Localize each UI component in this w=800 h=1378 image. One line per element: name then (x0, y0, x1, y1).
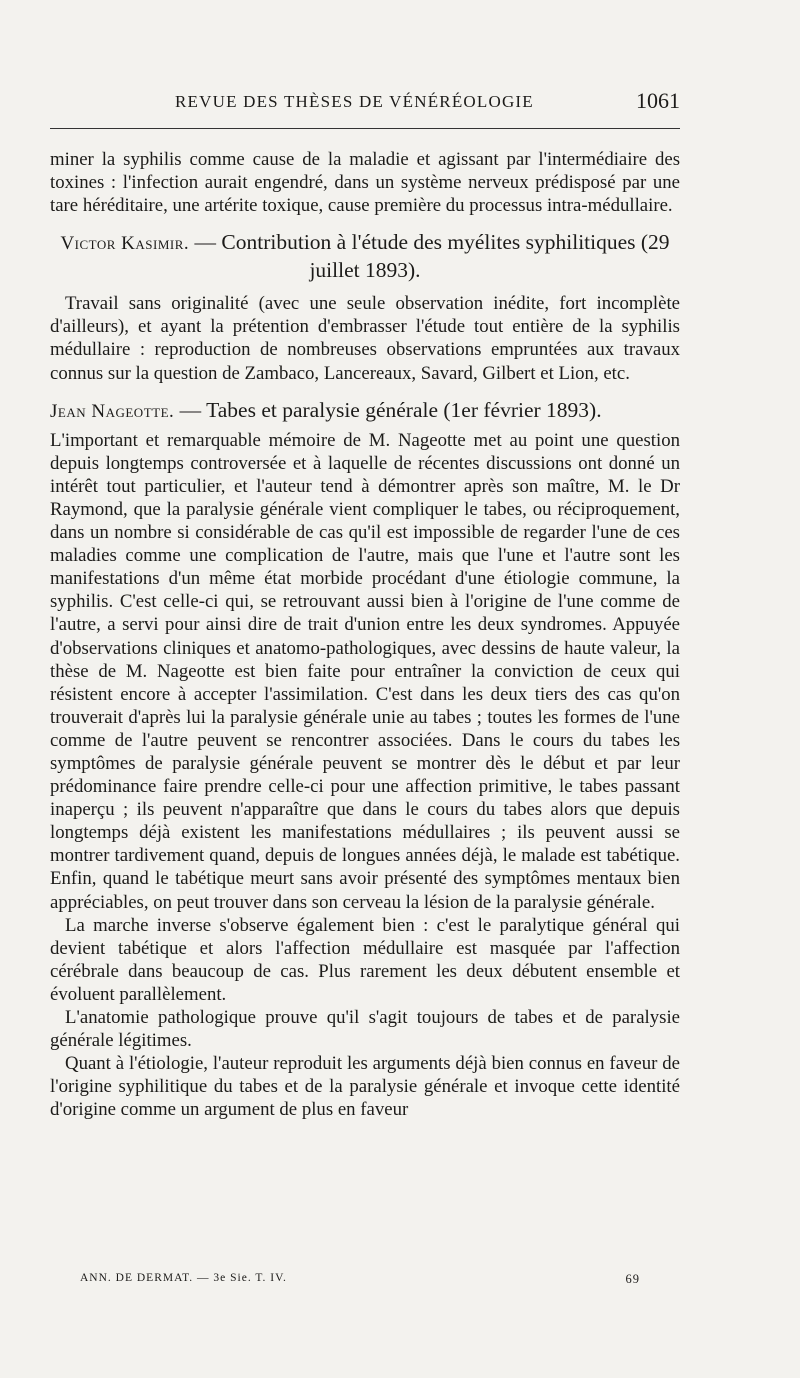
footer-signature: ANN. DE DERMAT. — 3e Sie. T. IV. (80, 1272, 287, 1284)
entry-paragraph: La marche inverse s'observe également bien : c'est le paralytique général qui devient tabétique et alors l'affection médullaire est masquée par l'affection cérébrale dans beaucoup de cas. Plus rarement les deux débutent ensemble et évoluent parallèlement. (50, 914, 680, 1005)
article-body (50, 148, 680, 1121)
entry-title: — Tabes et paralysie générale (1er février 1893). (179, 397, 602, 422)
header-rule (50, 128, 680, 129)
running-header (50, 88, 680, 116)
thesis-entry-nageotte (50, 397, 680, 1122)
running-title: REVUE DES THÈSES DE VÉNÉRÉOLOGIE (175, 92, 534, 111)
continuation-paragraph: miner la syphilis comme cause de la maladie et agissant par l'intermédiaire des toxines : l'infection aurait engendré, dans un système nerveux prédisposé par une tare héréditaire, une artérite toxique, cause première du processus intra-médullaire. (50, 149, 680, 217)
entry-paragraph: Quant à l'étiologie, l'auteur reproduit les arguments déjà bien connus en faveur de l'origine syphilitique du tabes et de la paralysie générale et invoque cette identité d'origine comme un argument de plus en faveur (50, 1053, 680, 1121)
page-number: 1061 (636, 88, 680, 113)
footer-sheet-number: 69 (625, 1272, 640, 1286)
entry-heading (50, 229, 680, 284)
thesis-entry-kasimir (50, 229, 680, 384)
entry-heading (50, 397, 680, 425)
entry-author: Jean Nageotte. (50, 400, 175, 422)
entry-paragraph: L'anatomie pathologique prouve qu'il s'agit toujours de tabes et de paralysie générale légitimes. (50, 1007, 680, 1052)
page-footer (50, 1272, 680, 1292)
entry-paragraph: L'important et remarquable mémoire de M. Nageotte met au point une question depuis longtemps controversée et à laquelle de récentes discussions ont donné un intérêt tout particulier, et l'auteur tend à démontrer après son maître, M. le Dr Raymond, que la paralysie générale vient compliquer le tabes, ou réciproquement, dans un nombre si considérable de cas qu'il est impossible de regarder l'une de ces maladies comme une complication de l'autre, mais que l'une et l'autre sont les manifestations d'un même état morbide procédant d'une étiologie commune, la syphilis. C'est celle-ci qui, se retrouvant aussi bien à l'origine de l'une comme de l'autre, a servi pour ainsi dire de trait d'union entre les deux syndromes. Appuyée d'observations cliniques et anatomo-pathologiques, avec dessins de haute valeur, la thèse de M. Nageotte est bien faite pour entraîner la conviction de ceux qui résistent encore à accepter l'assimilation. C'est dans les deux tiers des cas qu'on trouverait d'après lui la paralysie générale unie au tabes ; toutes les formes de l'une comme de l'autre peuvent se rencontrer associées. Dans le cours du tabes les symptômes de paralysie générale peuvent se montrer dès le début et par leur prédominance faire prendre celle-ci pour une affection primitive, le tabes passant inaperçu ; ils peuvent n'apparaître que dans le cours du tabes alors que depuis longtemps déjà existent les manifestations médullaires ; ils peuvent aussi se montrer tardivement quand, depuis de longues années déjà, le malade est tabétique. Enfin, quand le tabétique meurt sans avoir présenté des symptômes mentaux bien appréciables, on peut trouver dans son cerveau la lésion de la paralysie générale. (50, 429, 680, 913)
entry-paragraph: Travail sans originalité (avec une seule observation inédite, fort incomplète d'ailleurs), et ayant la prétention d'embrasser l'étude tout entière de la syphilis médullaire : reproduction de nombreuses observations empruntées aux travaux connus sur la question de Zambaco, Lancereaux, Savard, Gilbert et Lion, etc. (50, 293, 680, 384)
entry-title: — Contribution à l'étude des myélites syphilitiques (29 juillet 1893). (194, 230, 670, 283)
entry-author: Victor Kasimir. (60, 233, 190, 255)
